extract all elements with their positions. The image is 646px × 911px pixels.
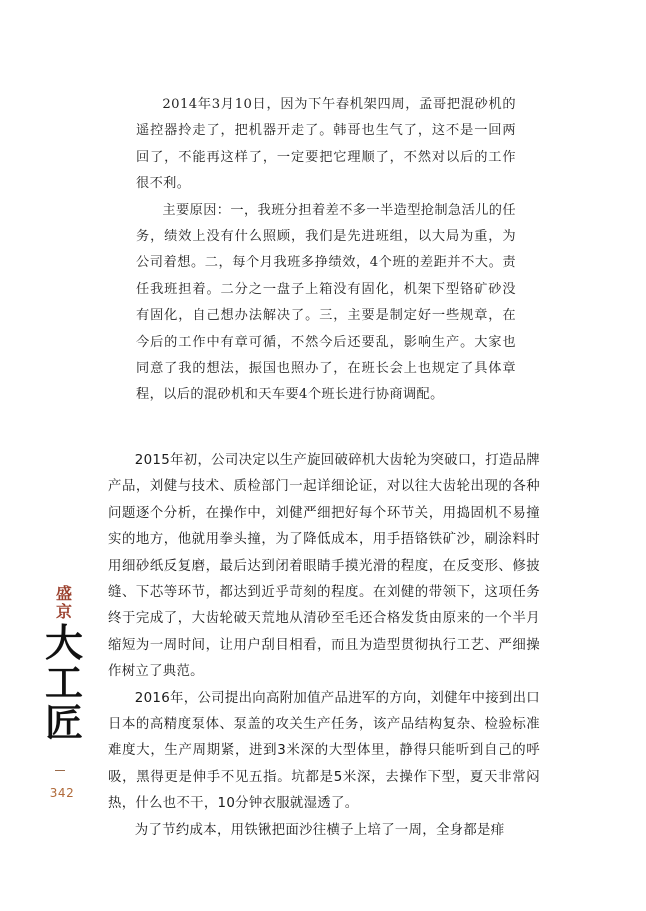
main-body-text xyxy=(108,448,540,844)
body-paragraph: 为了节约成本，用铁锹把面沙往横子上培了一周，全身都是痱 xyxy=(134,822,505,838)
book-title-large: 大 工 匠 xyxy=(44,620,83,745)
diary-paragraph: 2014年3月10日，因为下午春机架四周，孟哥把混砂机的遥控器拎走了，把机器开走了。韩哥也生气了，这不是一回两回了，不能再这样了，一定要把它理顺了，不然对以后的工作很不利。 xyxy=(136,97,516,192)
book-title-logo xyxy=(38,585,90,743)
book-title-small: 盛 京 xyxy=(55,584,72,621)
page-number: 342 xyxy=(49,786,75,800)
body-paragraph: 2015年初，公司决定以生产旋回破碎机大齿轮为突破口，打造品牌产品，刘健与技术、质检部门一起详细论证，对以往大齿轮出现的各种问题逐个分析，在操作中，刘健严细把好每个环节关，用捣固机不易撞实的地方，他就用拳头撞，为了降低成本，用手捂铬铁矿沙，刷涂料时用细砂纸反复磨，最后达到闭着眼睛手摸光滑的程度，在反变形、修披缝、下芯等环节，都达到近乎苛刻的程度。在刘健的带领下，这项任务终于完成了，大齿轮破天荒地从清砂至毛还合格发货由原来的一个半月缩短为一周时间，让用户刮目相看，而且为造型贯彻执行工艺、严细操作树立了典范。 xyxy=(108,453,540,680)
diary-excerpt xyxy=(136,92,516,409)
body-paragraph: 2016年，公司提出向高附加值产品进军的方向，刘健年中接到出口日本的高精度泵体、泵盖的攻关生产任务，该产品结构复杂、检验标准难度大，生产周期紧，进到3米深的大型体里，静得只能听到自己的呼吸，黑得更是伸手不见五指。坑都是5米深，去操作下型，夏天非常闷热，什么也不干，10分钟衣服就湿透了。 xyxy=(108,690,540,812)
diary-paragraph: 主要原因：一，我班分担着差不多一半造型抢制急活儿的任务，绩效上没有什么照顾，我们是先进班组，以大局为重，为公司着想。二，每个月我班多挣绩效，4个班的差距并不大。责任我班担着。二分之一盘子上箱没有固化，机架下型铬矿砂没有固化，自己想办法解决了。三，主要是制定好一些规章，在今后的工作中有章可循，不然今后还要乱，影响生产。大家也同意了我的想法，振国也照办了，在班长会上也规定了具体章程，以后的混砂机和天车要4个班长进行协商调配。 xyxy=(136,202,516,403)
page-number-divider xyxy=(55,770,65,771)
